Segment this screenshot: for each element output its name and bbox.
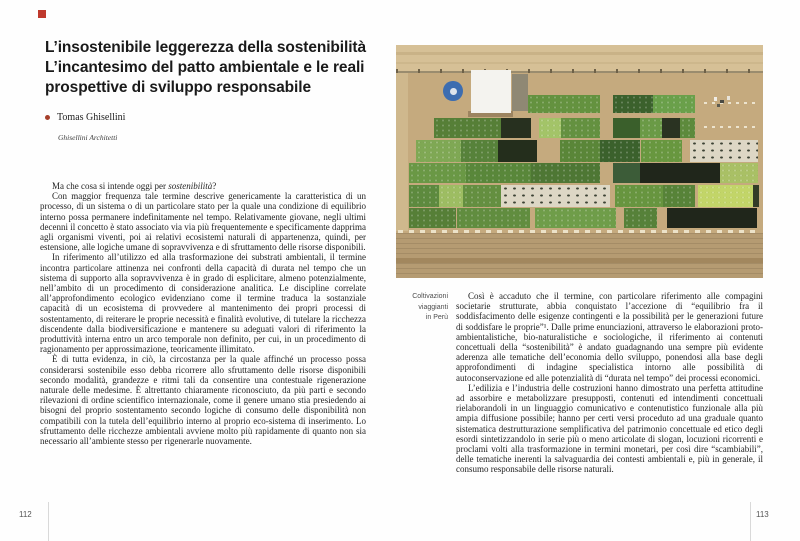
right-text-column [456,291,763,475]
left-edge-strip [396,73,408,231]
paragraph: Così è accaduto che il termine, con particolare riferimento alle compagini societarie strutturate, abbia conquistato l’accezione di “equilibrio fra il soddisfacimento delle esigenze contingenti e la possibilità per le generazioni future di soddisfare le proprie”¹. Dalle prime enunciazioni, attraverso le elaborazioni proto-ambientalistiche, bio-naturalistiche e sociologiche, il riferimento ai contenuti concettuali della “sostenibilità” è andato guadagnando una sempre più evidente aderenza alle tematiche dell’economia dello sviluppo, ponendosi alla base degli approfondimenti di indagine specialistica intorno alle possibilità di autoconservazione ed alle potenzialità di “durata nel tempo” dei processi economici. [456,291,763,383]
aerial-photo [396,45,763,278]
crop-bed [663,185,695,207]
road-track [396,62,763,64]
crop-bed [615,185,663,207]
crop-bed [561,118,601,138]
author-affiliation: Ghisellini Architetti [58,133,118,142]
crop-bed [613,163,641,183]
field-speck [727,96,730,99]
crop-bed [560,140,600,162]
crop-bed [409,185,439,207]
water-tank-hub [450,88,457,95]
plow-streak [396,258,763,263]
author-name: Tomas Ghisellini [57,112,126,123]
paragraph: Con maggior frequenza tale termine descrive genericamente la caratteristica di un processo, di un sistema o di un particolare stato per la quale una condizione di equilibrio interno possa permanere indefinitamente nel tempo. Relativamente giovane, negli ultimi decenni il concetto è stato associato via via più frequentemente e specificamente dapprima agli organismi viventi, poi ai relativi ecosistemi naturali di appartenenza, quindi, per estensione, alle logiche umane di sopravvivenza e di sfruttamento delle risorse disponibili. [40,191,366,253]
seedling-trays [690,140,758,162]
crop-bed [535,208,616,228]
crop-bed [698,185,753,207]
field-speck [714,97,718,101]
page-edge-rule-left [48,502,49,541]
road-track [396,52,763,54]
author-bullet-icon [45,115,50,120]
field-speck [717,104,720,107]
seedling-trays [501,185,611,207]
author-row [45,112,125,123]
article-title: L’insostenibile leggerezza della sostenibilità L’incantesimo del patto ambientale e le reali prospettive di sviluppo responsabile [45,39,366,96]
crop-bed [641,140,682,162]
crop-bed [457,208,530,228]
crop-bed [662,118,680,138]
crop-bed [539,118,561,138]
crop-bed [416,140,461,162]
left-text-column [40,181,366,446]
crop-bed [466,163,531,183]
crop-bed [409,208,456,228]
crop-bed [680,118,695,138]
crop-bed [531,163,601,183]
chapter-marker [38,10,46,18]
canopy-tent [471,70,511,113]
field-speck [720,100,723,103]
equipment [512,74,529,110]
crop-bed [720,163,758,183]
crop-bed [640,163,720,183]
crop-bed [667,208,757,228]
page-number-right: 113 [756,510,769,519]
photo-caption: Coltivazioni viaggianti in Perù [412,293,448,321]
crop-bed [409,163,466,183]
fence-posts [396,69,763,73]
top-road [396,45,763,72]
crop-bed [640,118,662,138]
crop-bed [624,208,657,228]
crop-bed [600,140,640,162]
crop-bed [613,118,641,138]
crop-bed [434,118,501,138]
irrigation-lines [704,102,757,104]
paragraph: È di tutta evidenza, in ciò, la circostanza per la quale affinché un processo possa considerarsi sostenibile esso debba ricorrere allo sfruttamento delle risorse disponibili secondo modalità, grandezze e ritmi tali da consentire una contestuale rigenerazione naturale delle medesime. È altrettanto chiaramente riconosciuto, da più parti e secondo rilevazioni di ordine scientifico internazionale, come il genere umano stia presiedendo ai bisogni del proprio sostentamento secondo logiche di consumo delle disponibilità non compatibili con la tutela dell’equilibrio interno al proprio eco-sistema di inserimento. Lo sfruttamento delle ricchezze ambientali avviene molto più rapidamente di quanto non sia necessario all’ambiente stesso per rigenerarle nuovamente. [40,354,366,447]
crop-bed [439,185,463,207]
paragraph: L’edilizia e l’industria delle costruzioni hanno dimostrato una perfetta attitudine ad assorbire e metabolizzare presupposti, contenuti ed intendimenti concettuali rielaborandoli in un linguaggio comunicativo e contenutistico funzionale alla più ampia diffusione possibile; hanno per certi versi proceduto ad una graduale quanto sistematica destrutturazione semplificativa del patrimonio concettuale ed etico degli esordi sintetizzandolo in serie più o meno articolate di slogan, locuzioni ricorrenti e proclami volti alla trasformazione in termini monetari, per così dire “scambiabili”, delle tematiche inerenti la salvaguardia dei contesti ambientali e, più in generale, il consumo responsabile delle risorse naturali. [456,382,763,475]
paragraph: In riferimento all’utilizzo ed alla trasformazione dei substrati ambientali, il termine incontra particolare attinenza nei confronti della capacità di durata nel tempo che un sistema di supporto alla sopravvivenza è in grado di esplicitare, almeno potenzialmente, nell’ambito di un procedimento di considerazione analitica. Le discipline correlate all’approfondimento ecologico evidenziano come il termine traduca la sostanziale capacità di un ecosistema di provvedere al mantenimento dei propri processi di sostentamento, di reiterare le proprie necessità e finalità evolutive, di tutelare la ricchezza discendente dalla biodiversificazione e mantenere su adeguati valori di riferimento la produttività interna entro un arco temporale non definito, per cui, in un procedimento di ragionamento per approssimazione, teoricamente illimitato. [40,252,366,355]
crop-bed [653,95,696,113]
crop-bed [753,185,759,207]
crop-bed [463,185,501,207]
paragraph: Ma che cosa si intende oggi per sostenibilità? [52,181,217,191]
crop-bed [613,95,653,113]
crop-bed [528,95,600,113]
crop-bed [461,140,498,162]
plowed-field [396,233,763,278]
page-edge-rule-right [750,502,751,541]
crop-bed [498,140,537,162]
irrigation-lines [704,126,757,128]
page-number-left: 112 [19,510,32,519]
crop-bed [501,118,531,138]
